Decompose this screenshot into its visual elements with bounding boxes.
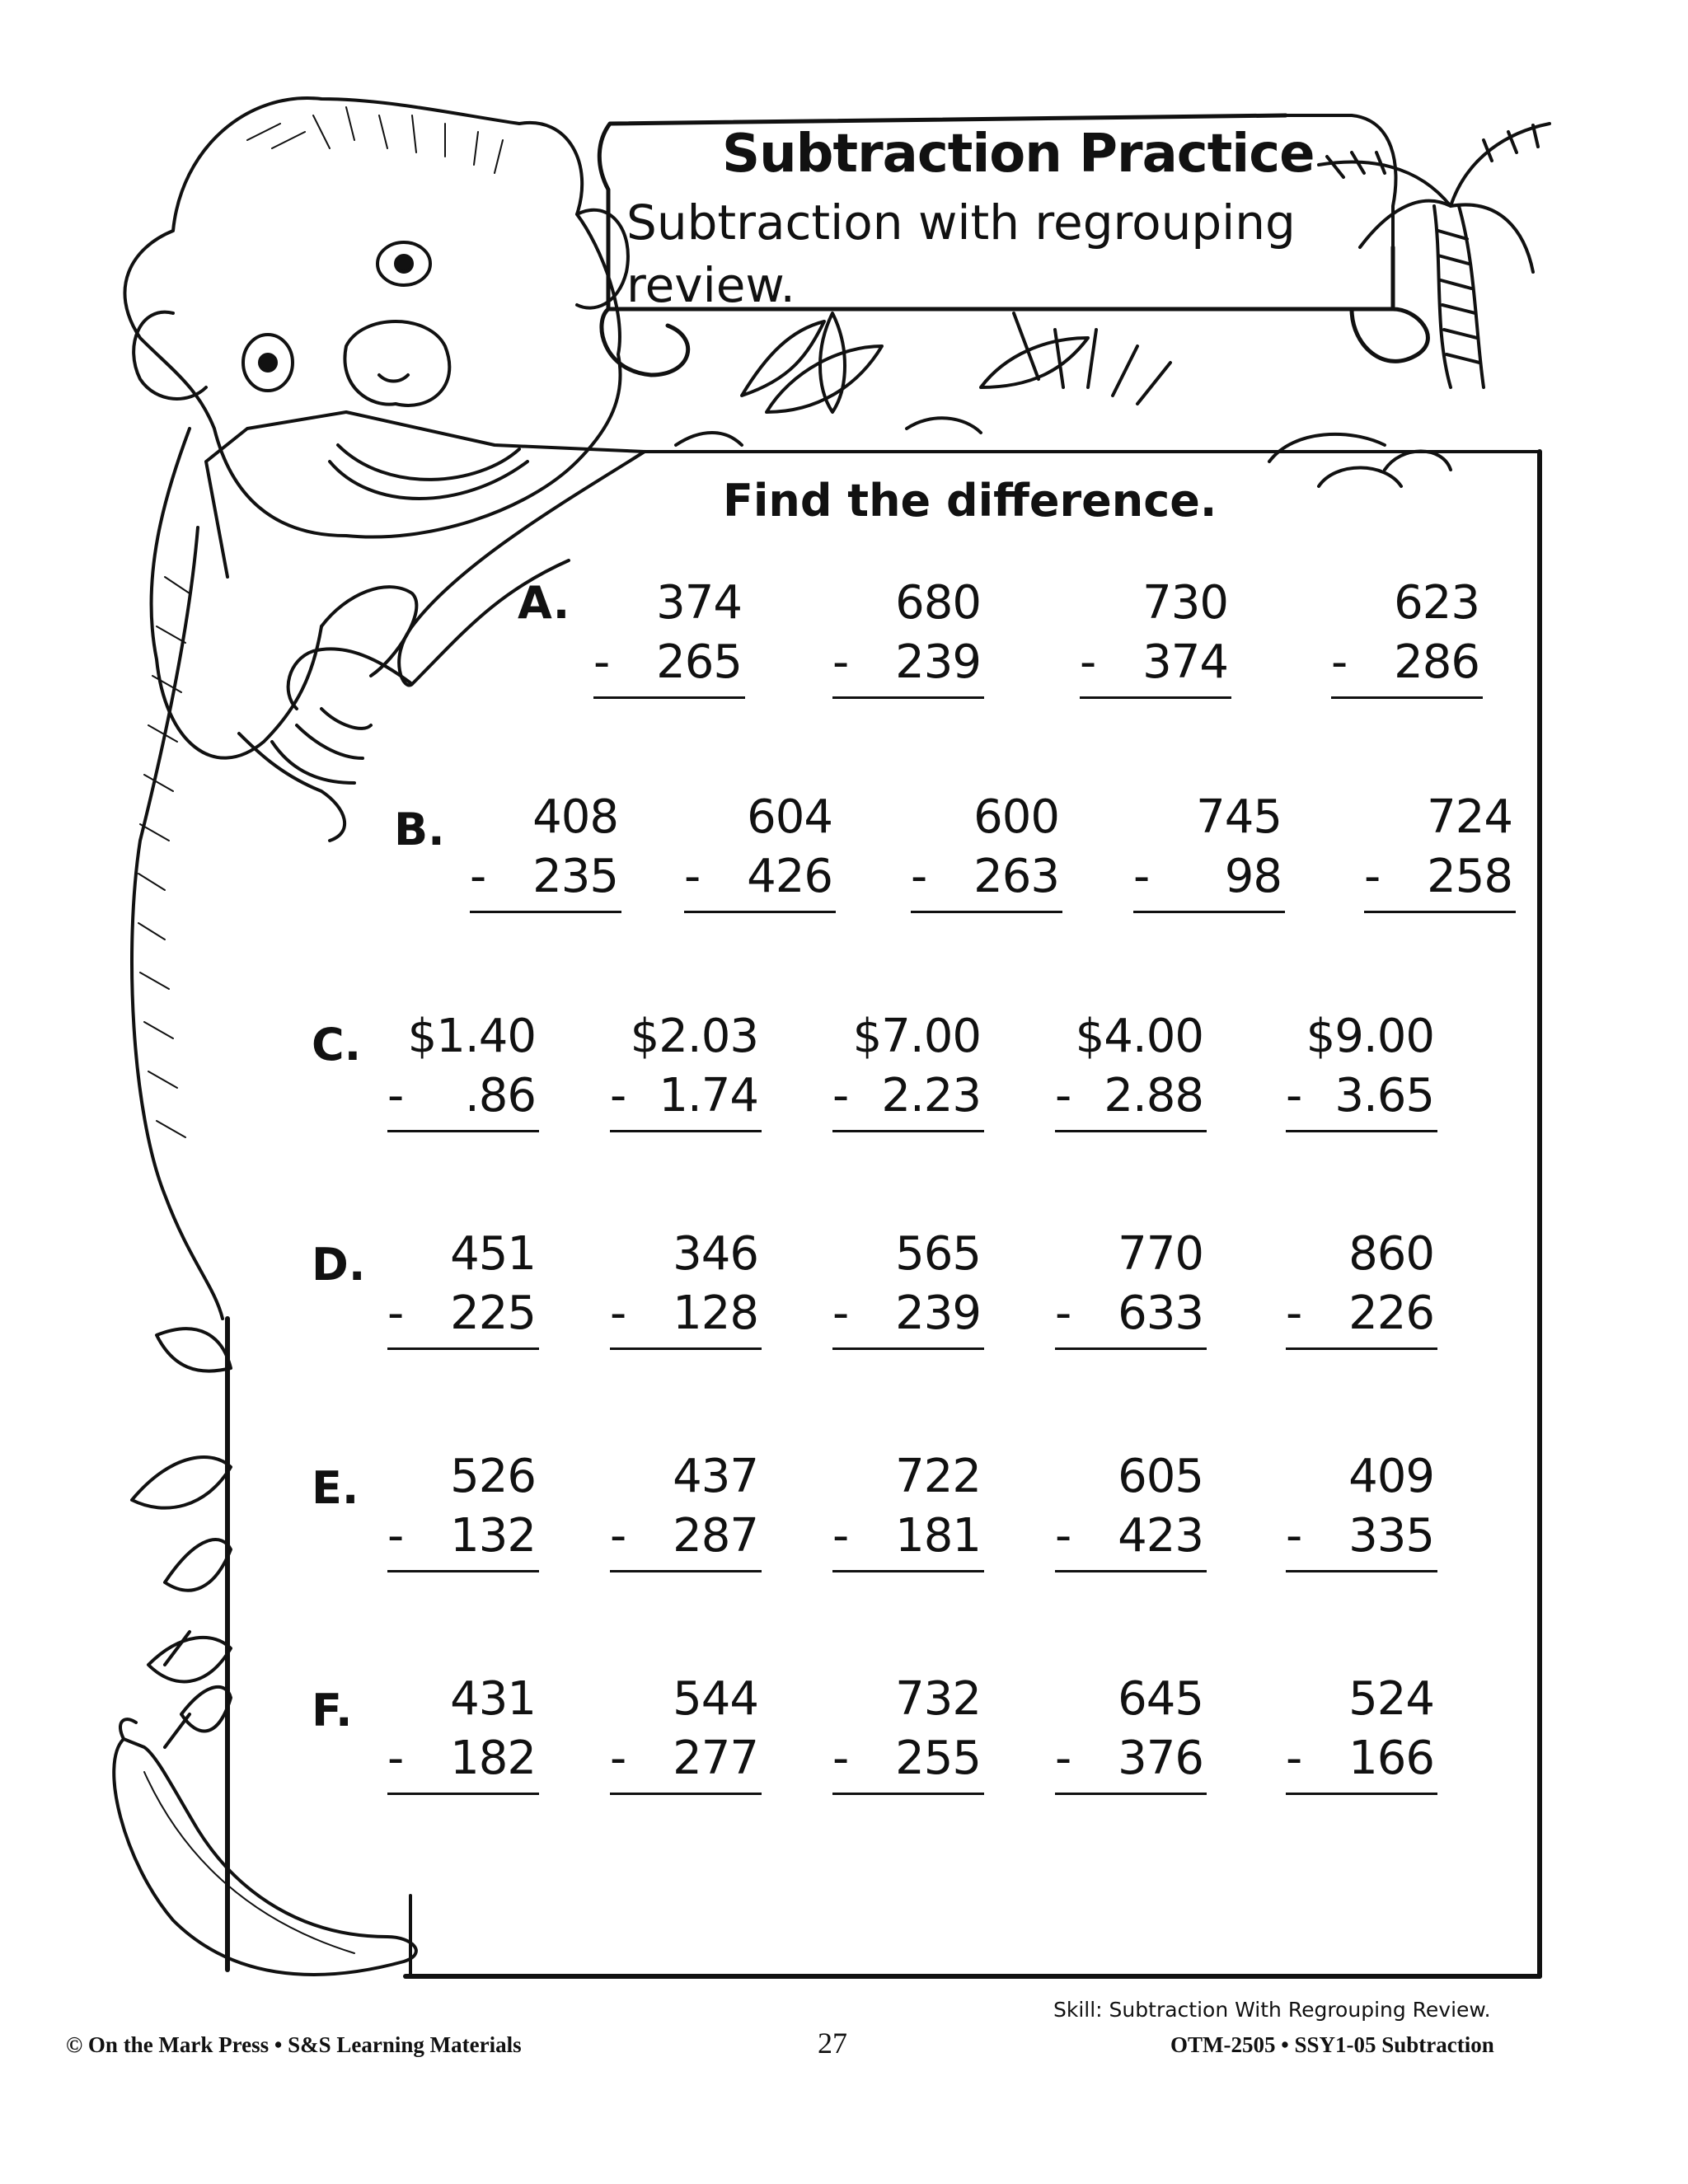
answer-line[interactable] (1286, 1130, 1437, 1132)
subtrahend: 426 (747, 850, 832, 903)
problem (911, 790, 1059, 903)
answer-line[interactable] (1364, 911, 1516, 913)
problem (387, 1450, 536, 1563)
minuend: 770 (1118, 1227, 1203, 1281)
minuend: 645 (1118, 1672, 1203, 1726)
row-label: B. (394, 804, 445, 855)
problem (610, 1227, 758, 1340)
problem (1055, 1672, 1203, 1785)
minus-sign: - (832, 1732, 850, 1785)
problem (1286, 1010, 1434, 1122)
subtrahend: 287 (673, 1509, 758, 1563)
problem (832, 1227, 981, 1340)
minus-sign: - (1080, 635, 1097, 689)
answer-line[interactable] (832, 1347, 984, 1350)
problem (387, 1010, 536, 1122)
answer-line[interactable] (470, 911, 621, 913)
problem (1364, 790, 1512, 903)
answer-line[interactable] (610, 1793, 762, 1795)
subtrahend: 277 (673, 1732, 758, 1785)
minuend: 600 (973, 790, 1059, 844)
minuend: 374 (656, 576, 742, 630)
answer-line[interactable] (832, 1793, 984, 1795)
minus-sign: - (387, 1732, 405, 1785)
answer-line[interactable] (832, 1130, 984, 1132)
page-title: Subtraction Practice (722, 124, 1315, 185)
page-number: 27 (818, 2027, 847, 2060)
minus-sign: - (610, 1069, 627, 1122)
minuend: 409 (1348, 1450, 1434, 1503)
minus-sign: - (387, 1069, 405, 1122)
banana-illustration (114, 1719, 416, 1975)
subtrahend: 3.65 (1334, 1069, 1434, 1122)
problem (1286, 1227, 1434, 1340)
minus-sign: - (387, 1286, 405, 1340)
subtrahend: 182 (450, 1732, 536, 1785)
subtrahend: 98 (1224, 850, 1282, 903)
minuend: 408 (532, 790, 618, 844)
answer-line[interactable] (1286, 1793, 1437, 1795)
answer-line[interactable] (1055, 1347, 1207, 1350)
subtrahend: 239 (895, 1286, 981, 1340)
problem (610, 1450, 758, 1563)
minus-sign: - (832, 1069, 850, 1122)
row-label: C. (312, 1019, 362, 1071)
minuend: 860 (1348, 1227, 1434, 1281)
minuend: 730 (1142, 576, 1228, 630)
subtrahend: 263 (973, 850, 1059, 903)
product-code: OTM-2505 • SSY1-05 Subtraction (1170, 2032, 1494, 2057)
problem (684, 790, 832, 903)
problem (610, 1010, 758, 1122)
minuend: 745 (1196, 790, 1282, 844)
minus-sign: - (1055, 1732, 1072, 1785)
subtrahend: 286 (1394, 635, 1479, 689)
minuend: 437 (673, 1450, 758, 1503)
answer-line[interactable] (832, 696, 984, 699)
problem (1055, 1227, 1203, 1340)
answer-line[interactable] (1286, 1347, 1437, 1350)
minus-sign: - (1055, 1069, 1072, 1122)
subtrahend: 166 (1348, 1732, 1434, 1785)
minus-sign: - (610, 1732, 627, 1785)
answer-line[interactable] (1286, 1570, 1437, 1572)
answer-line[interactable] (1055, 1570, 1207, 1572)
subtrahend: 2.23 (881, 1069, 981, 1122)
problem (1055, 1450, 1203, 1563)
page-subtitle: Subtraction with regrouping review. (626, 194, 1296, 313)
minus-sign: - (610, 1286, 627, 1340)
subtrahend: 255 (895, 1732, 981, 1785)
answer-line[interactable] (1080, 696, 1231, 699)
subtrahend: 633 (1118, 1286, 1203, 1340)
subtrahend: 423 (1118, 1509, 1203, 1563)
answer-line[interactable] (610, 1347, 762, 1350)
answer-line[interactable] (1055, 1130, 1207, 1132)
minuend: 431 (450, 1672, 536, 1726)
minus-sign: - (1286, 1732, 1303, 1785)
problem (1286, 1450, 1434, 1563)
minuend: 724 (1427, 790, 1512, 844)
answer-line[interactable] (832, 1570, 984, 1572)
answer-line[interactable] (911, 911, 1062, 913)
subtrahend: 376 (1118, 1732, 1203, 1785)
problem (387, 1227, 536, 1340)
minus-sign: - (387, 1509, 405, 1563)
minuend: 544 (673, 1672, 758, 1726)
row-label: A. (518, 577, 570, 629)
subtrahend: 258 (1427, 850, 1512, 903)
subtrahend: 128 (673, 1286, 758, 1340)
problem (1331, 576, 1479, 689)
minuend: $1.40 (407, 1010, 536, 1063)
problem (1080, 576, 1228, 689)
minus-sign: - (1331, 635, 1348, 689)
minus-sign: - (1286, 1509, 1303, 1563)
subtrahend: 239 (895, 635, 981, 689)
subtrahend: 374 (1142, 635, 1228, 689)
minuend: 623 (1394, 576, 1479, 630)
answer-line[interactable] (593, 696, 745, 699)
minuend: 605 (1118, 1450, 1203, 1503)
minus-sign: - (832, 1509, 850, 1563)
answer-line[interactable] (1055, 1793, 1207, 1795)
subtrahend: 226 (1348, 1286, 1434, 1340)
minus-sign: - (1364, 850, 1381, 903)
minus-sign: - (832, 1286, 850, 1340)
minus-sign: - (911, 850, 928, 903)
row-label: D. (312, 1239, 366, 1291)
minus-sign: - (1286, 1069, 1303, 1122)
subtrahend: 181 (895, 1509, 981, 1563)
minuend: 722 (895, 1450, 981, 1503)
problem (610, 1672, 758, 1785)
subtrahend: 335 (1348, 1509, 1434, 1563)
answer-line[interactable] (387, 1130, 539, 1132)
problem (832, 1450, 981, 1563)
subtrahend: 225 (450, 1286, 536, 1340)
minuend: 451 (450, 1227, 536, 1281)
problem (593, 576, 742, 689)
answer-line[interactable] (387, 1347, 539, 1350)
minuend: $7.00 (852, 1010, 981, 1063)
answer-line[interactable] (1331, 696, 1483, 699)
skill-note: Skill: Subtraction With Regrouping Review. (1053, 1998, 1491, 2022)
subtrahend: 132 (450, 1509, 536, 1563)
problem (832, 1672, 981, 1785)
minuend: $4.00 (1075, 1010, 1203, 1063)
minuend: 565 (895, 1227, 981, 1281)
minus-sign: - (684, 850, 701, 903)
palm-tree-illustration (1319, 124, 1550, 387)
subtrahend: 2.88 (1104, 1069, 1203, 1122)
minuend: 732 (895, 1672, 981, 1726)
minus-sign: - (1133, 850, 1151, 903)
subtrahend: .86 (464, 1069, 536, 1122)
minuend: 524 (1348, 1672, 1434, 1726)
problem (470, 790, 618, 903)
subtrahend: 265 (656, 635, 742, 689)
minus-sign: - (593, 635, 611, 689)
minuend: $9.00 (1306, 1010, 1434, 1063)
minuend: 680 (895, 576, 981, 630)
problem (1133, 790, 1282, 903)
minus-sign: - (470, 850, 487, 903)
copyright: © On the Mark Press • S&S Learning Materials (66, 2032, 522, 2057)
minuend: 604 (747, 790, 832, 844)
subtrahend: 1.74 (659, 1069, 758, 1122)
minus-sign: - (832, 635, 850, 689)
problem (1055, 1010, 1203, 1122)
minus-sign: - (1055, 1509, 1072, 1563)
row-label: E. (312, 1462, 359, 1514)
minus-sign: - (1286, 1286, 1303, 1340)
answer-line[interactable] (387, 1570, 539, 1572)
problem (1286, 1672, 1434, 1785)
row-label: F. (312, 1685, 353, 1736)
instructions: Find the difference. (723, 475, 1217, 527)
minuend: $2.03 (630, 1010, 758, 1063)
problem (387, 1672, 536, 1785)
answer-line[interactable] (387, 1793, 539, 1795)
minuend: 346 (673, 1227, 758, 1281)
problem (832, 576, 981, 689)
minus-sign: - (1055, 1286, 1072, 1340)
problem (832, 1010, 981, 1122)
answer-line[interactable] (1133, 911, 1285, 913)
subtrahend: 235 (532, 850, 618, 903)
answer-line[interactable] (684, 911, 836, 913)
answer-line[interactable] (610, 1570, 762, 1572)
answer-line[interactable] (610, 1130, 762, 1132)
minuend: 526 (450, 1450, 536, 1503)
minus-sign: - (610, 1509, 627, 1563)
